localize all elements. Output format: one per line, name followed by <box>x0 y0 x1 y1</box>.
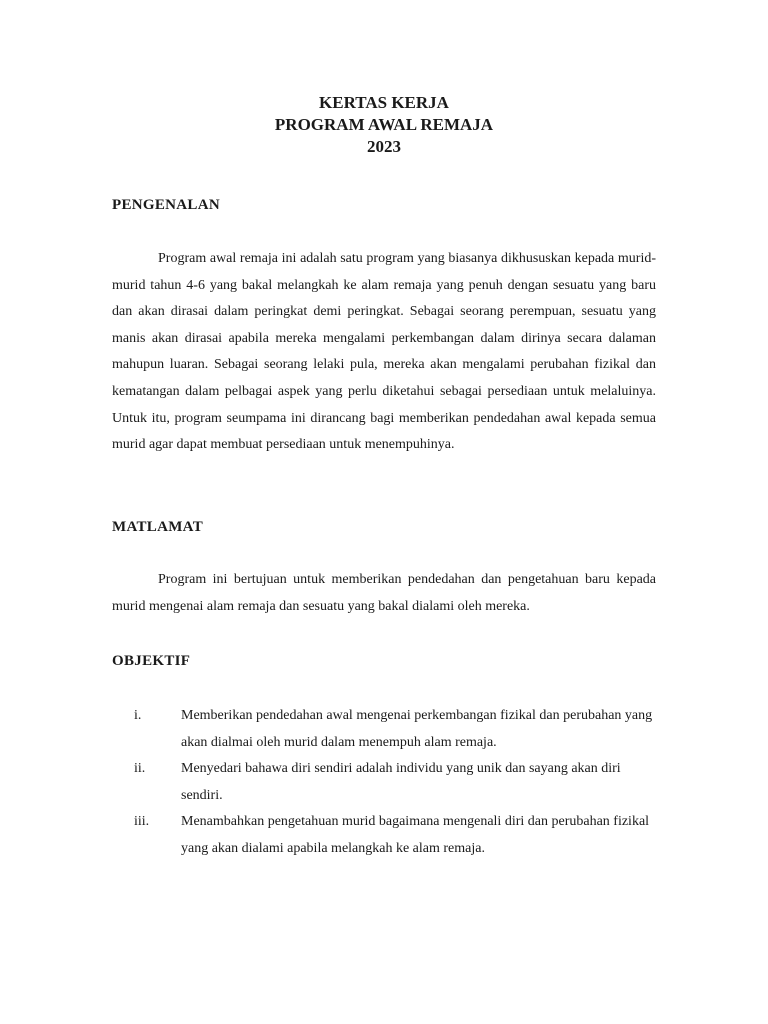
document-title <box>0 92 768 158</box>
title-line-3: 2023 <box>367 137 401 156</box>
list-item <box>112 809 660 862</box>
heading-matlamat: MATLAMAT <box>112 519 204 535</box>
paragraph-matlamat: Program ini bertujuan untuk memberikan pendedahan dan pengetahuan baru kepada murid mengenai alam remaja dan sesuatu yang bakal dialami oleh mereka. <box>112 572 656 614</box>
paragraph-pengenalan: Program awal remaja ini adalah satu program yang biasanya dikhususkan kepada murid-murid tahun 4-6 yang bakal melangkah ke alam remaja yang penuh dengan sesuatu yang baru dan akan dirasai dalam peringkat demi peringkat. Sebagai seorang perempuan, sesuatu yang manis akan dirasai apabila mereka mengalami perkembangan dalam dirinya secara dalaman mahupun luaran. Sebagai seorang lelaki pula, mereka akan mengalami perubahan fizikal dan kematangan dalam pelbagai aspek yang perlu diketahui sebagai persediaan untuk melaluinya. Untuk itu, program seumpama ini dirancang bagi memberikan pendedahan awal kepada semua murid agar dapat membuat persediaan untuk menempuhinya. <box>112 251 656 453</box>
list-item-text: Memberikan pendedahan awal mengenai perkembangan fizikal dan perubahan yang akan dialmai oleh murid dalam menempuh alam remaja. <box>181 708 653 750</box>
list-item-number: iii. <box>134 814 150 830</box>
list-item <box>112 703 660 756</box>
heading-objektif: OBJEKTIF <box>112 653 191 669</box>
title-line-2: PROGRAM AWAL REMAJA <box>274 115 494 134</box>
list-item-text: Menyedari bahawa diri sendiri adalah individu yang unik dan sayang akan diri sendiri. <box>181 761 621 803</box>
list-item <box>112 756 660 809</box>
title-line-1: KERTAS KERJA <box>319 93 449 112</box>
list-item-number: ii. <box>134 761 146 777</box>
objective-list <box>112 703 660 863</box>
heading-pengenalan: PENGENALAN <box>112 197 221 213</box>
list-item-number: i. <box>134 708 142 723</box>
list-item-text: Menambahkan pengetahuan murid bagaimana mengenali diri dan perubahan fizikal yang akan dialami apabila melangkah ke alam remaja. <box>181 814 650 856</box>
